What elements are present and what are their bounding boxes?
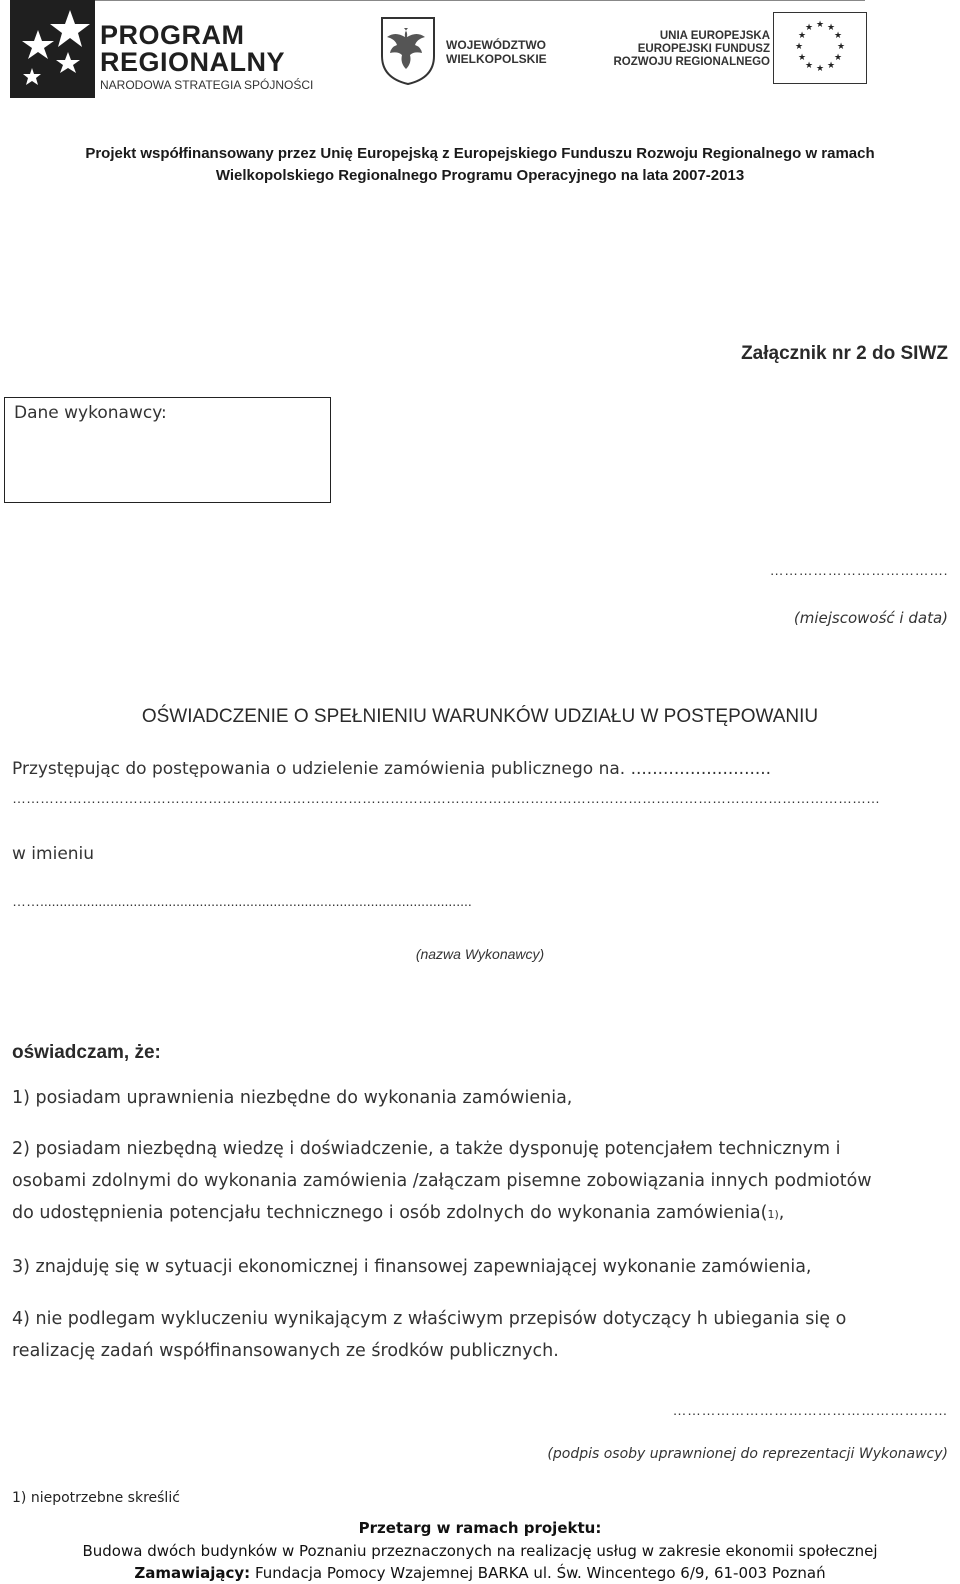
- footer-line2: Budowa dwóch budynków w Poznaniu przeznaczonych na realizację usług w zakresie ekonomii społecznej: [82, 1542, 878, 1560]
- program-regionalny-logo: [10, 0, 95, 98]
- svg-text:★: ★: [836, 41, 846, 51]
- point-4: 4) nie podlegam wykluczeniu wynikającym z właściwym przepisów dotyczący h ubiegania się o realizację zadań współfinansowanych ze środków publicznych.: [12, 1309, 847, 1361]
- place-date-dots[interactable]: ……………………………….: [769, 562, 948, 578]
- project-cofinancing-line1: Projekt współfinansowany przez Unię Europejską z Europejskiego Funduszu Rozwoju Regionalnego w ramach: [85, 145, 875, 162]
- eu-fund-label: UNIA EUROPEJSKA EUROPEJSKI FUNDUSZ ROZWOJU REGIONALNEGO: [613, 30, 770, 68]
- signature-label: (podpis osoby uprawnionej do reprezentacji Wykonawcy): [547, 1446, 948, 1462]
- point-3: 3) znajduję się w sytuacji ekonomicznej i finansowej zapewniającej wykonanie zamówienia,: [12, 1257, 812, 1277]
- intro-text: Przystępując do postępowania o udzielenie zamówienia publicznego na. ..........................: [12, 759, 772, 779]
- eu-flag-icon: [773, 12, 867, 84]
- svg-text:★: ★: [804, 22, 814, 32]
- svg-text:★: ★: [833, 52, 843, 62]
- svg-text:★: ★: [797, 52, 807, 62]
- place-date-label: (miejscowość i data): [793, 609, 948, 627]
- contractor-name-label: (nazwa Wykonawcy): [415, 946, 545, 962]
- intro-dots[interactable]: ……………………………………………………………………………………………………………………………………………………………………: [12, 790, 880, 806]
- on-behalf-label: w imieniu: [12, 844, 95, 864]
- footnote: 1) niepotrzebne skreślić: [12, 1490, 180, 1506]
- program-title: PROGRAM REGIONALNY: [100, 20, 286, 77]
- contractor-name-dots[interactable]: ……...............................................................................................................: [12, 893, 472, 909]
- svg-text:★: ★: [794, 41, 804, 51]
- contractor-data-label: Dane wykonawcy:: [14, 403, 167, 423]
- svg-text:★: ★: [815, 19, 825, 29]
- svg-text:★: ★: [815, 63, 825, 73]
- footer-line3: Zamawiający: Fundacja Pomocy Wzajemnej BARKA ul. Św. Wincentego 6/9, 61-003 Poznań: [134, 1564, 826, 1582]
- svg-text:★: ★: [804, 60, 814, 70]
- attachment-label: Załącznik nr 2 do SIWZ: [741, 343, 948, 364]
- svg-text:★: ★: [826, 22, 836, 32]
- header-rule: [10, 0, 865, 1]
- stars-icon: [10, 0, 95, 98]
- signature-dots[interactable]: …………………………………………………: [672, 1402, 948, 1418]
- point-2: 2) posiadam niezbędną wiedzę i doświadczenie, a także dysponuję potencjałem technicznym i osobami zdolnymi do wykonania zamówienia /załączam pisemne zobowiązania innych podmiotów do udostępnienia potencjału technicznego i osób zdolnych do wykonania zamówienia(1),: [12, 1139, 872, 1223]
- point-1: 1) posiadam uprawnienia niezbędne do wykonania zamówienia,: [12, 1088, 573, 1108]
- svg-text:★: ★: [826, 60, 836, 70]
- declare-heading: oświadczam, że:: [12, 1042, 161, 1063]
- declaration-title: OŚWIADCZENIE O SPEŁNIENIU WARUNKÓW UDZIAŁU W POSTĘPOWANIU: [141, 706, 819, 727]
- program-subtitle: NARODOWA STRATEGIA SPÓJNOŚCI: [100, 78, 314, 92]
- eagle-crest-icon: [380, 16, 436, 86]
- footer-line1: Przetarg w ramach projektu:: [358, 1519, 602, 1537]
- project-cofinancing-line2: Wielkopolskiego Regionalnego Programu Operacyjnego na lata 2007-2013: [215, 167, 745, 184]
- voivodeship-label: WOJEWÓDZTWO WIELKOPOLSKIE: [446, 38, 547, 66]
- svg-text:★: ★: [833, 30, 843, 40]
- svg-text:★: ★: [797, 30, 807, 40]
